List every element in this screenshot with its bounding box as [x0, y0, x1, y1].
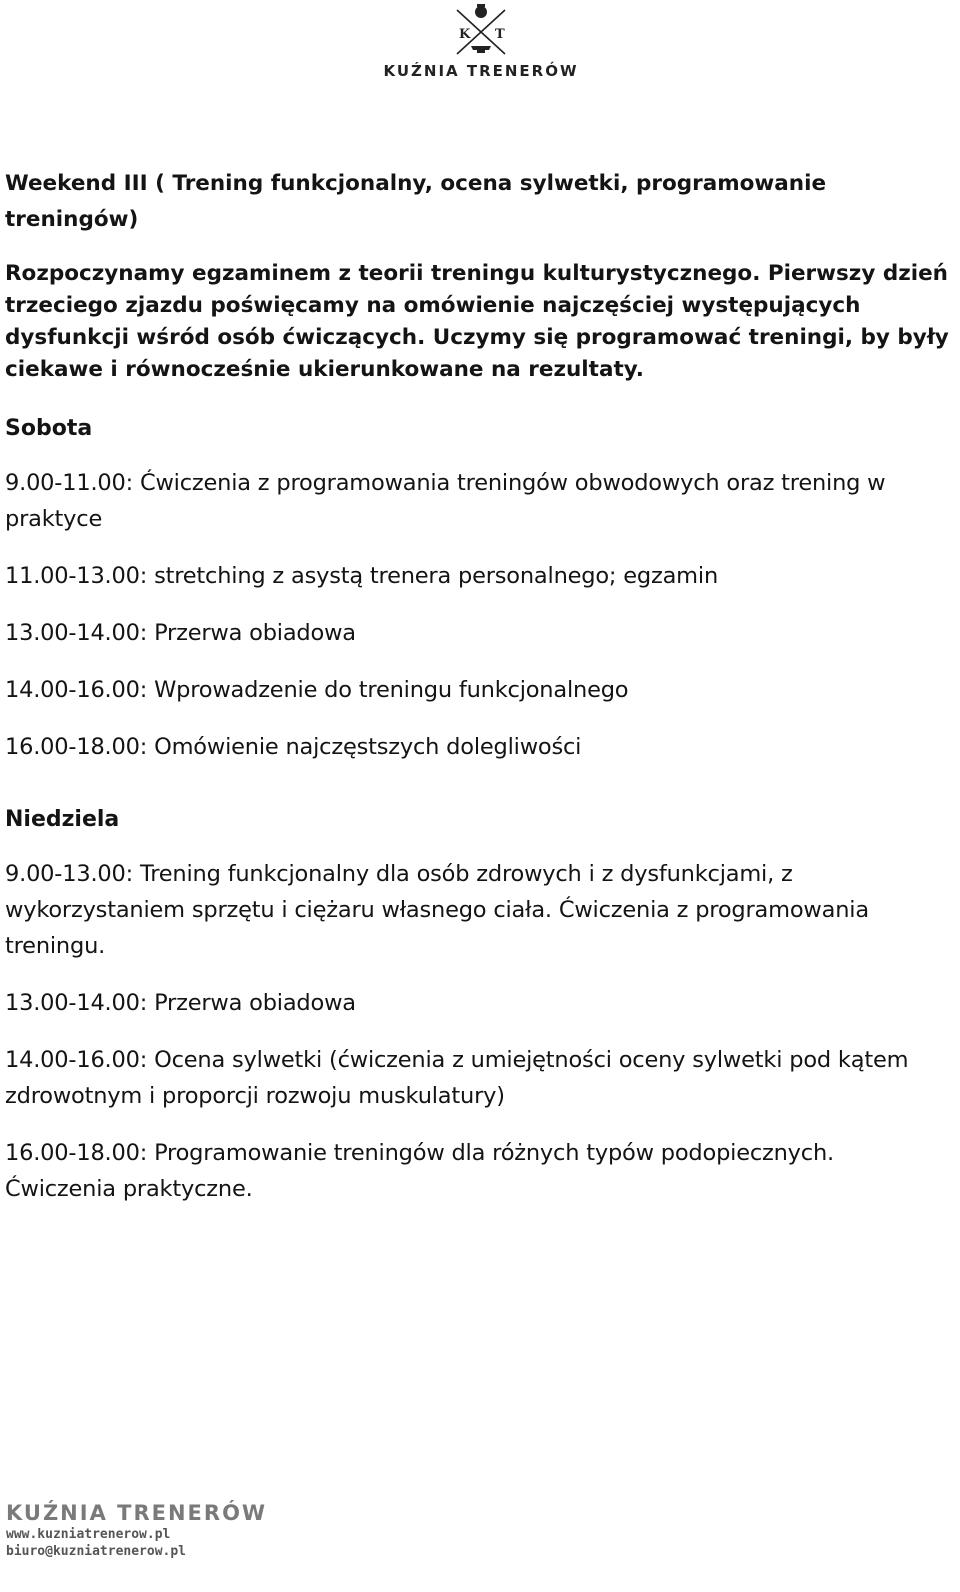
- header-logo: [381, 0, 581, 90]
- schedule-entry: 14.00-16.00: Ocena sylwetki (ćwiczenia z umiejętności oceny sylwetki pod kątem zdrowotnym i proporcji rozwoju muskulatury): [5, 1047, 909, 1109]
- footer-brand: KUŹNIA TRENERÓW: [6, 1501, 268, 1525]
- document-intro: Rozpoczynamy egzaminem z teorii treningu kulturystycznego. Pierwszy dzień trzeciego zjazdu poświęcamy na omówienie najczęściej występujących dysfunkcji wśród osób ćwiczących. Uczymy się programować treningi, by były ciekawe i równocześnie ukierunkowane na rezultaty.: [5, 261, 949, 382]
- schedule-entry: 13.00-14.00: Przerwa obiadowa: [5, 990, 356, 1016]
- logo-initial-t: T: [495, 27, 505, 42]
- document-title: Weekend III ( Trening funkcjonalny, ocena sylwetki, programowanie treningów): [5, 171, 827, 232]
- schedule-entry: 14.00-16.00: Wprowadzenie do treningu funkcjonalnego: [5, 677, 629, 703]
- schedule-entry: 13.00-14.00: Przerwa obiadowa: [5, 620, 356, 646]
- schedule-entry: 16.00-18.00: Omówienie najczęstszych dolegliwości: [5, 734, 582, 760]
- footer-website: www.kuzniatrenerow.pl: [6, 1527, 171, 1542]
- schedule-entry: 16.00-18.00: Programowanie treningów dla różnych typów podopiecznych. Ćwiczenia praktyczne.: [5, 1140, 834, 1202]
- saturday-schedule: [5, 465, 950, 765]
- sunday-schedule: [5, 856, 950, 1207]
- document-body: [5, 166, 950, 1207]
- logo-initial-k: K: [459, 27, 471, 42]
- kettlebell-crest-icon: [381, 0, 581, 62]
- saturday-heading: Sobota: [5, 416, 93, 441]
- logo-text: KUŹNIA TRENERÓW: [383, 62, 579, 80]
- schedule-entry: 11.00-13.00: stretching z asystą trenera personalnego; egzamin: [5, 563, 719, 589]
- footer-email: biuro@kuzniatrenerow.pl: [6, 1544, 187, 1559]
- schedule-entry: 9.00-11.00: Ćwiczenia z programowania treningów obwodowych oraz trening w praktyce: [5, 470, 886, 532]
- sunday-heading: Niedziela: [5, 807, 120, 832]
- footer: [6, 1500, 268, 1560]
- schedule-entry: 9.00-13.00: Trening funkcjonalny dla osób zdrowych i z dysfunkcjami, z wykorzystaniem sprzętu i ciężaru własnego ciała. Ćwiczenia z programowania treningu.: [5, 861, 869, 959]
